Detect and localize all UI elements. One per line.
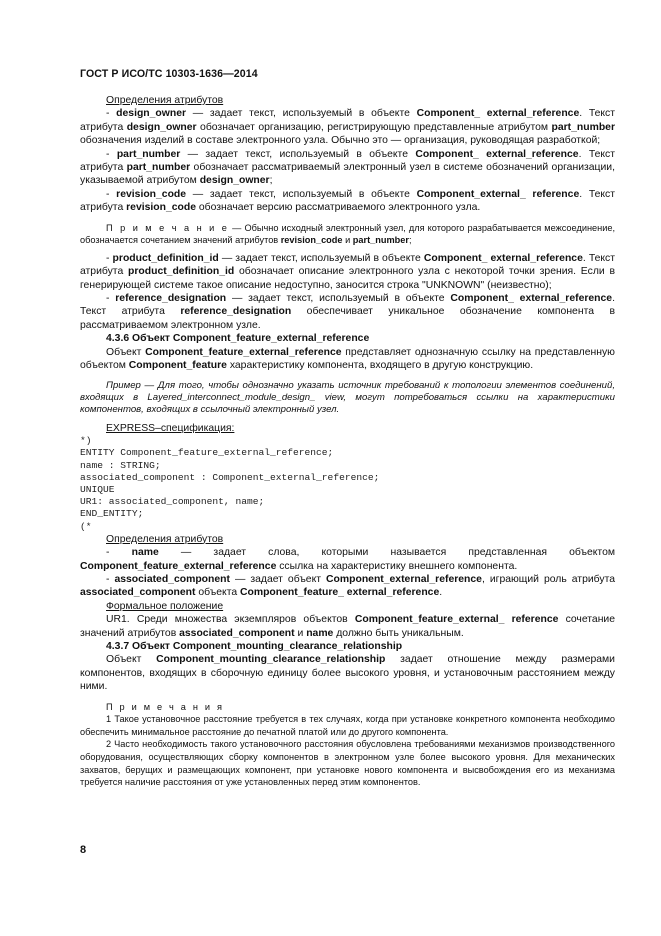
page-number: 8 [80, 844, 87, 856]
section-heading-4-3-7: 4.3.7 Объект Component_mounting_clearance_relationship [106, 641, 403, 652]
note-2: 2 Часто необходимость такого установочного расстояния обусловлена требованиями механизмов производственного оборудования, осуществляющих сборку компонентов в электронном узле более высокого уровня. Для механических захватов, берущих и размещающих компонент, при установке нового компонента и высвобождения его из механизма требуется наличие расстояния от уже установленных перед этим компонентов. [80, 739, 615, 788]
notes-label: П р и м е ч а н и я [106, 701, 225, 712]
page-body [80, 94, 615, 789]
attr-name: - name — задает слова, которыми называется представленная объектом Component_feature_external_reference ссылка на характеристику внешнего компонента. [80, 547, 615, 572]
section-4-3-6-text: Объект Component_feature_external_reference представляет однозначную ссылку на представленную объектом Component_feature характеристику компонента, входящего в другую конструкцию. [80, 346, 615, 372]
attr-part-number: - part_number — задает текст, используемый в объекте Component_ external_reference. Текст атрибута part_number обозначает рассматриваемый электронный узел в системе обозначений организации, указываемой атрибутом design_owner; [80, 148, 615, 187]
express-code: *) ENTITY Component_feature_external_reference; name : STRING; associated_component : Component_external_reference; UNIQUE UR1: associated_component, name; END_ENTITY; (* [80, 435, 380, 532]
attr-revision-code: - revision_code — задает текст, используемый в объекте Component_external_ reference. Текст атрибута revision_code обозначает версию рассматриваемого электронного узла. [80, 188, 615, 214]
section-4-3-7-text: Объект Component_mounting_clearance_relationship задает отношение между размерами компонентов, входящих в сборочную единицу более высокого уровня, и установочным расстоянием между ними. [80, 654, 615, 693]
section-heading-4-3-6: 4.3.6 Объект Component_feature_external_reference [106, 333, 370, 345]
attr-product-definition-id: - product_definition_id — задает текст, используемый в объекте Component_ external_reference. Текст атрибута product_definition_id обозначает описание электронного узла с некоторой точки зрения. Если в генерирующей системе такое описание недоступно, заносится строка "UNKNOWN" (неизвестно); [80, 252, 615, 291]
note-revision: П р и м е ч а н и е — Обычно исходный электронный узел, для которого разрабатывается межсоединение, обозначается сочетанием значений атрибутов revision_code и part_number; [80, 222, 615, 246]
express-heading: EXPRESS–спецификация: [106, 422, 235, 434]
page-header: ГОСТ Р ИСО/ТС 10303-1636—2014 [80, 68, 258, 80]
attr-associated-component: - associated_component — задает объект Component_external_reference, играющий роль атрибута associated_component объекта Component_feature_ external_reference. [80, 573, 615, 599]
attr-design-owner: - design_owner — задает текст, используемый в объекте Component_ external_reference. Текст атрибута design_owner обозначает организацию, регистрирующую представленные атрибутом part_number обозначения изделий в составе электронного узла. Обычно это — организация, руководящая разработкой; [80, 108, 615, 147]
example-text: Пример — Для того, чтобы однозначно указать источник требований к топологии элементов соединений, входящих в Layered_interconnect_module_design_ view, могут потребоваться ссылки на характеристики компонентов, входящих в ссылочный электронный узел. [80, 379, 615, 416]
formal-heading: Формальное положение [106, 600, 224, 612]
note-1: 1 Такое установочное расстояние требуется в тех случаях, когда при установке конкретного компонента необходимо обеспечить минимальное расстояние до печатной платой или до другого компонента. [80, 714, 615, 737]
attr-reference-designation: - reference_designation — задает текст, используемый в объекте Component_ external_reference. Текст атрибута reference_designation обеспечивает уникальное обозначение компонента в рассматриваемом электронном узле. [80, 293, 615, 331]
attributes-heading-2: Определения атрибутов [106, 533, 224, 545]
attributes-heading: Определения атрибутов [106, 95, 224, 106]
formal-rule-ur1: UR1. Среди множества экземпляров объектов Component_feature_external_ reference сочетание значений атрибутов associated_component и name должно быть уникальным. [80, 614, 616, 639]
